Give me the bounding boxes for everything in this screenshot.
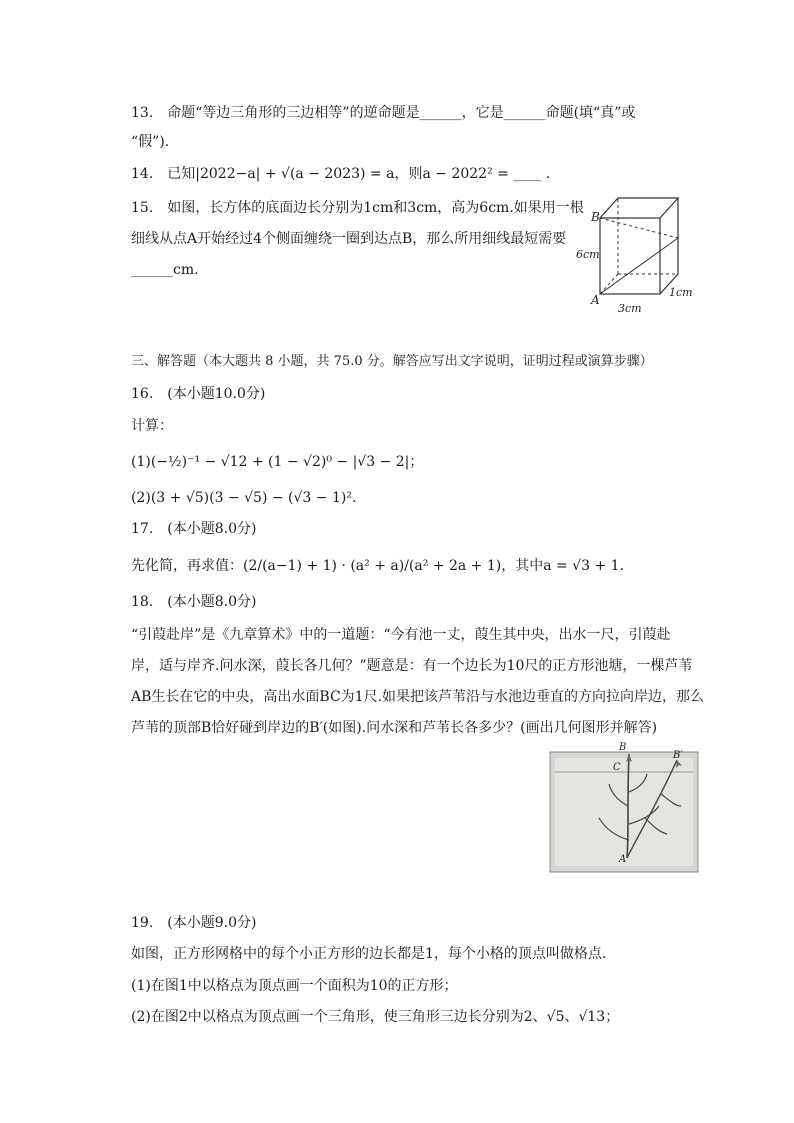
q18-line1: “引葭赴岸”是《九章算术》中的一道题：“今有池一丈，葭生其中央，出水一尺，引葭赴 [131, 627, 671, 643]
fig15-label-A: A [591, 293, 600, 307]
reed-figure [549, 740, 699, 874]
q15-line3: ______cm. [131, 262, 199, 278]
q13-line2: “假”). [131, 134, 170, 150]
fig18-label-B: B [619, 742, 627, 753]
q19-part1: (1)在图1中以格点为顶点画一个面积为10的正方形； [131, 978, 458, 994]
fig15-label-height: 6cm [576, 248, 600, 261]
fig15-label-width: 3cm [618, 302, 642, 315]
q14-text: 14. 已知|2022−a| + √(a − 2023) = a，则a − 2022² = ____ . [131, 166, 551, 182]
section-heading: 三、解答题（本大题共 8 小题，共 75.0 分。解答应写出文字说明，证明过程或演算步骤） [131, 354, 653, 369]
q18-line2: 岸，适与岸齐.问水深，葭长各几何？”题意是：有一个边长为10尺的正方形池塘，一棵芦苇 [131, 658, 693, 674]
q18-line4: 芦苇的顶部B恰好碰到岸边的B′(如图).问水深和芦苇长各多少？(画出几何图形并解答) [131, 720, 658, 736]
cuboid-figure [570, 188, 700, 318]
fig18-label-B-prime: B′ [673, 750, 683, 761]
q15-line2: 细线从点A开始经过4个侧面缠绕一圈到达点B，那么所用细线最短需要 [131, 231, 567, 247]
q13-line1: 13. 命题“等边三角形的三边相等”的逆命题是______，它是______命题(填“真”或 [131, 105, 636, 121]
fig15-label-depth: 1cm [669, 286, 693, 299]
q19-header: 19. (本小题9.0分) [131, 915, 257, 931]
fig18-label-A: A [619, 854, 627, 865]
fig15-label-B: B [591, 210, 600, 224]
q16-part1: (1)(−½)⁻¹ − √12 + (1 − √2)⁰ − |√3 − 2|； [131, 454, 424, 470]
q19-part2: (2)在图2中以格点为顶点画一个三角形，使三角形三边长分别为2、√5、√13； [131, 1009, 620, 1025]
q19-intro: 如图，正方形网格中的每个小正方形的边长都是1，每个小格的顶点叫做格点. [131, 946, 607, 962]
q18-header: 18. (本小题8.0分) [131, 594, 257, 610]
q15-line1: 15. 如图，长方体的底面边长分别为1cm和3cm，高为6cm.如果用一根 [131, 200, 584, 216]
q17-header: 17. (本小题8.0分) [131, 521, 257, 537]
q16-header: 16. (本小题10.0分) [131, 386, 266, 402]
q18-line3: AB生长在它的中央，高出水面BC为1尺.如果把该芦苇沿与水池边垂直的方向拉向岸边，那么 [131, 689, 705, 705]
q17-text: 先化简，再求值：(2/(a−1) + 1) · (a² + a)/(a² + 2a + 1)，其中a = √3 + 1. [131, 558, 625, 574]
q16-intro: 计算： [131, 418, 173, 434]
fig18-label-C: C [613, 762, 621, 773]
q16-part2: (2)(3 + √5)(3 − √5) − (√3 − 1)². [131, 490, 357, 506]
